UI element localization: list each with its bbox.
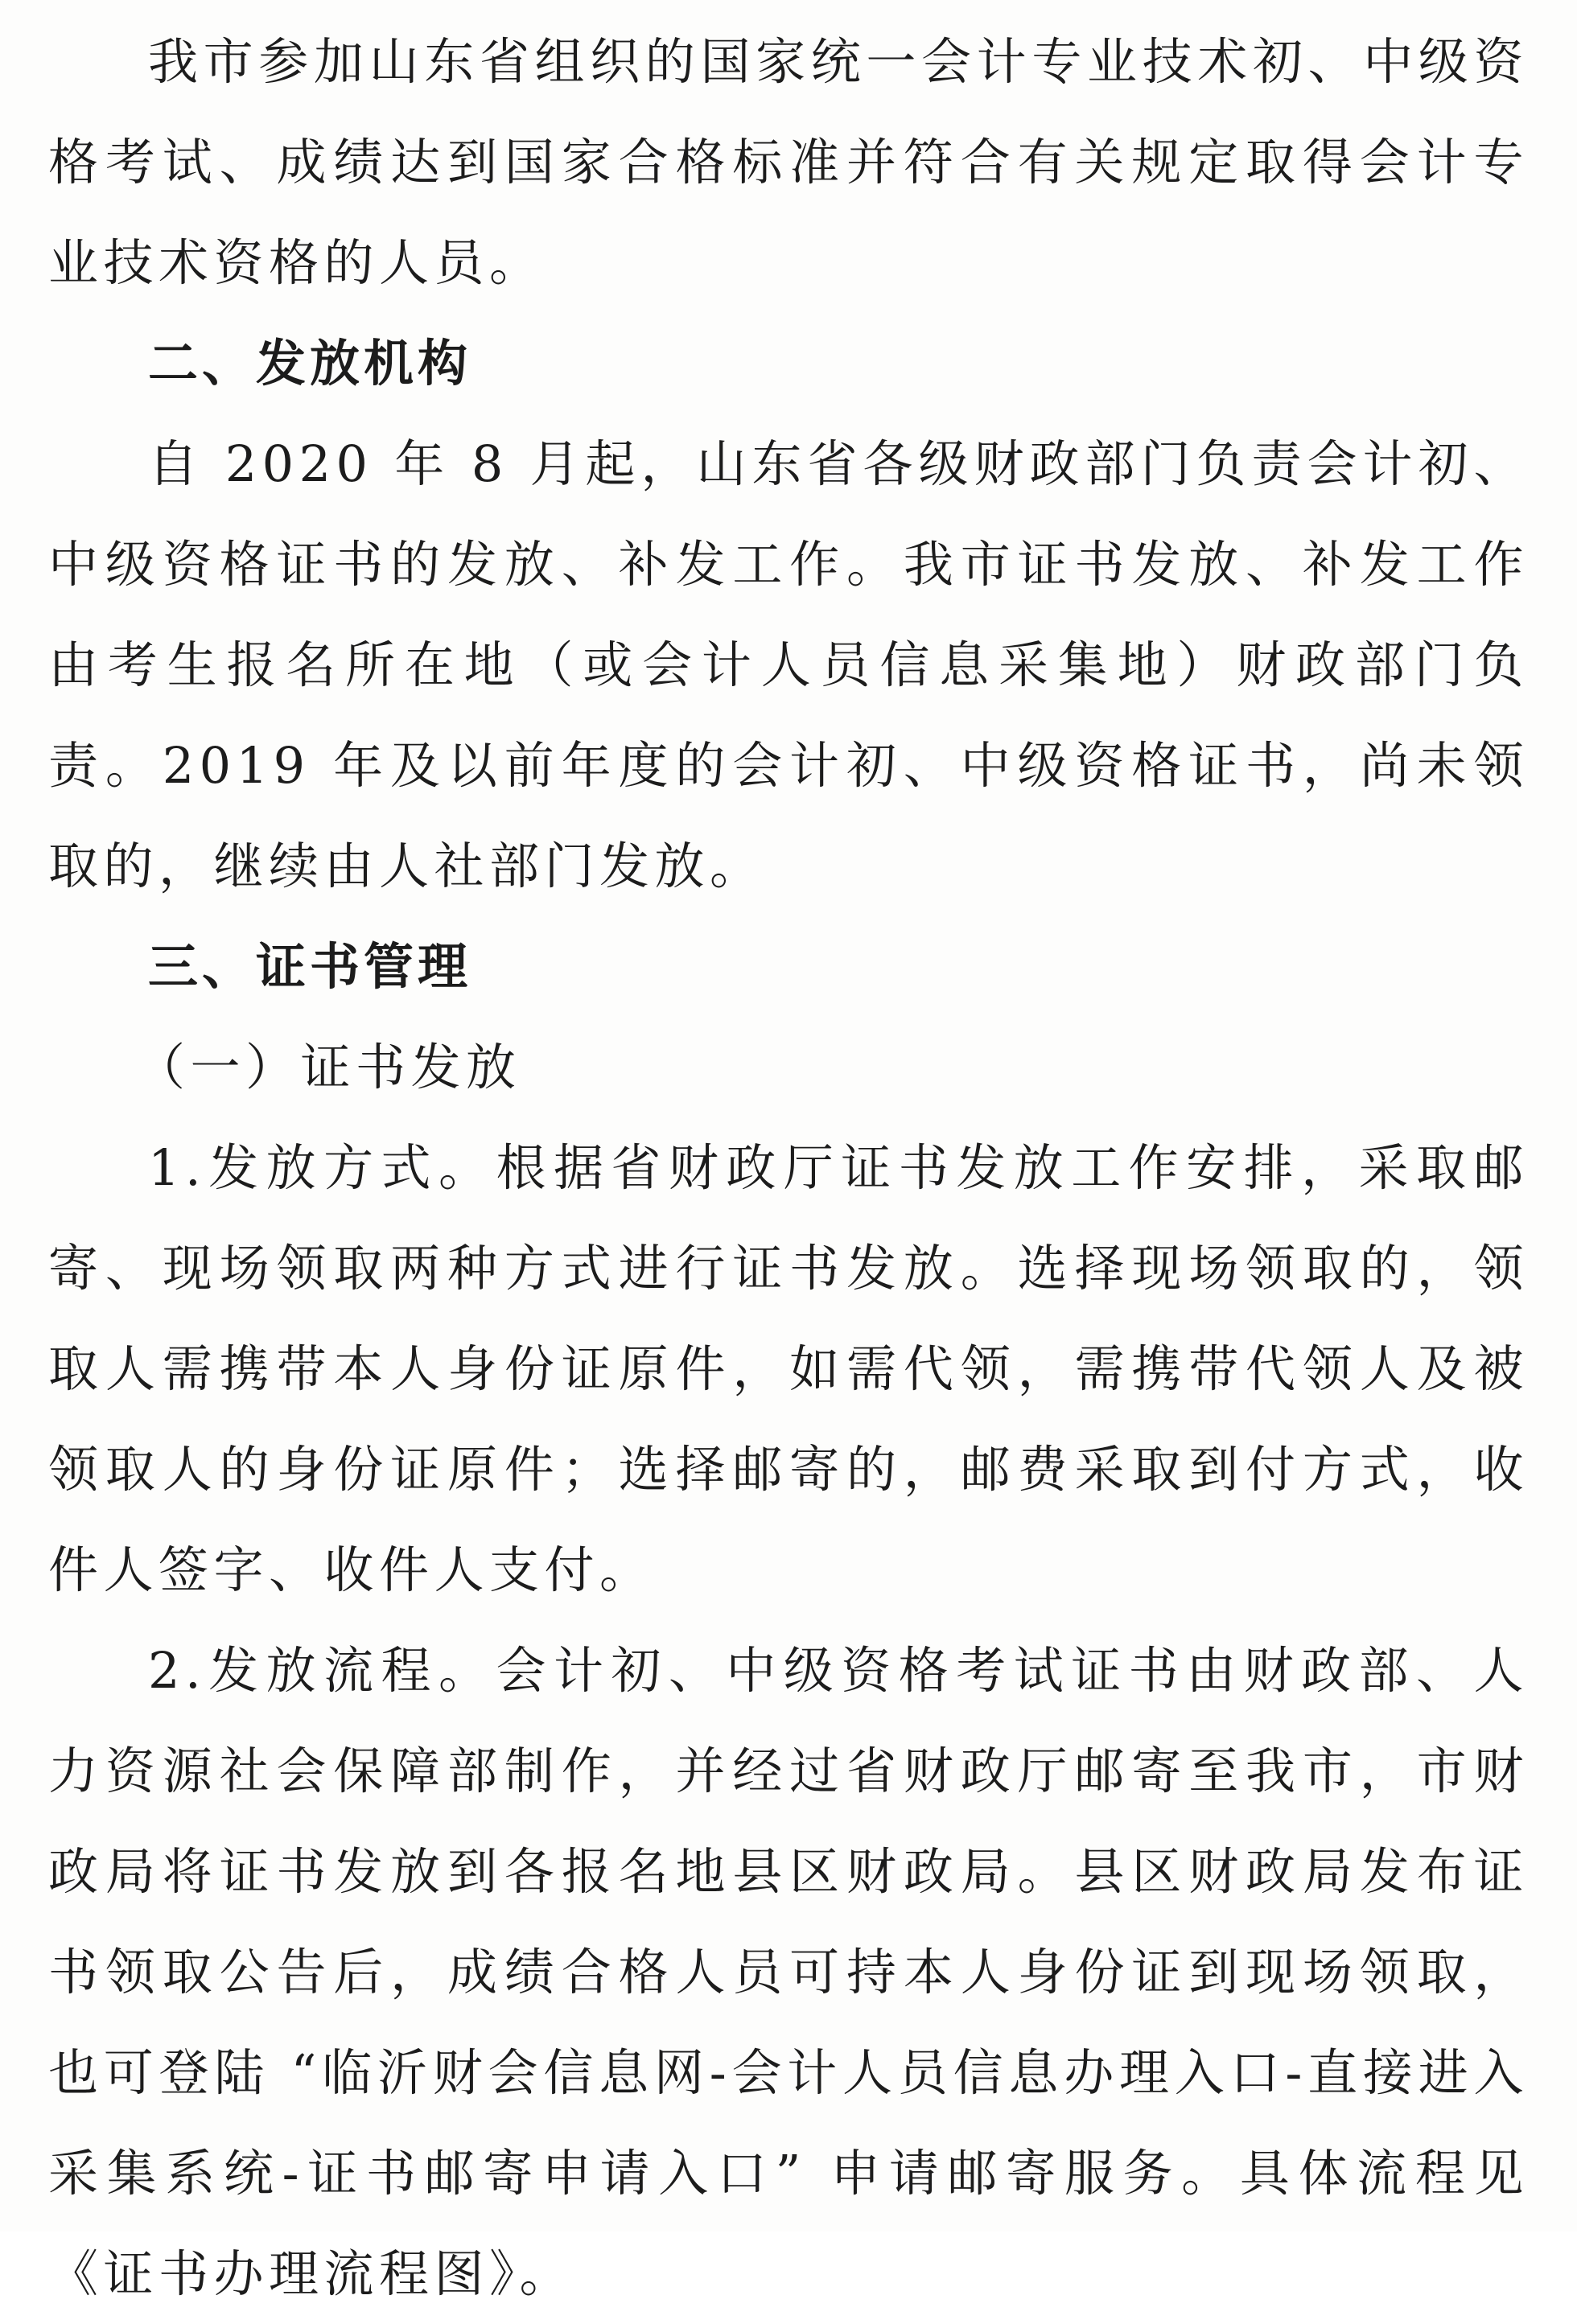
paragraph-issuance-method: 1.发放方式。根据省财政厅证书发放工作安排，采取邮寄、现场领取两种方式进行证书发放。选择现场领取的，领取人需携带本人身份证原件，如需代领，需携带代领人及被领取人的身份证原件；选择邮寄的，邮费采取到付方式，收件人签字、收件人支付。 (48, 1138, 1529, 1599)
section-heading-issuing-agency: 二、发放机构 (148, 334, 472, 393)
subsection-heading-certificate-issuance: （一）证书发放 (135, 1038, 521, 1096)
paragraph-eligible-persons: 我市参加山东省组织的国家统一会计专业技术初、中级资格考试、成绩达到国家合格标准并符合有关规定取得会计专业技术资格的人员。 (48, 32, 1529, 292)
paragraph-issuing-agency: 自 2020 年 8 月起，山东省各级财政部门负责会计初、中级资格证书的发放、补发工作。我市证书发放、补发工作由考生报名所在地（或会计人员信息采集地）财政部门负责。2019 年及以前年度的会计初、中级资格证书，尚未领取的，继续由人社部门发放。 (48, 434, 1529, 895)
paragraph-issuance-process: 2.发放流程。会计初、中级资格考试证书由财政部、人力资源社会保障部制作，并经过省财政厅邮寄至我市，市财政局将证书发放到各报名地县区财政局。县区财政局发布证书领取公告后，成绩合格人员可持本人身份证到现场领取，也可登陆 “临沂财会信息网-会计人员信息办理入口-直接进入采集系统-证书邮寄申请入口” 申请邮寄服务。具体流程见《证书办理流程图》。 (48, 1641, 1529, 2303)
document-body (48, 11, 1529, 2324)
section-heading-certificate-management: 三、证书管理 (148, 937, 472, 996)
